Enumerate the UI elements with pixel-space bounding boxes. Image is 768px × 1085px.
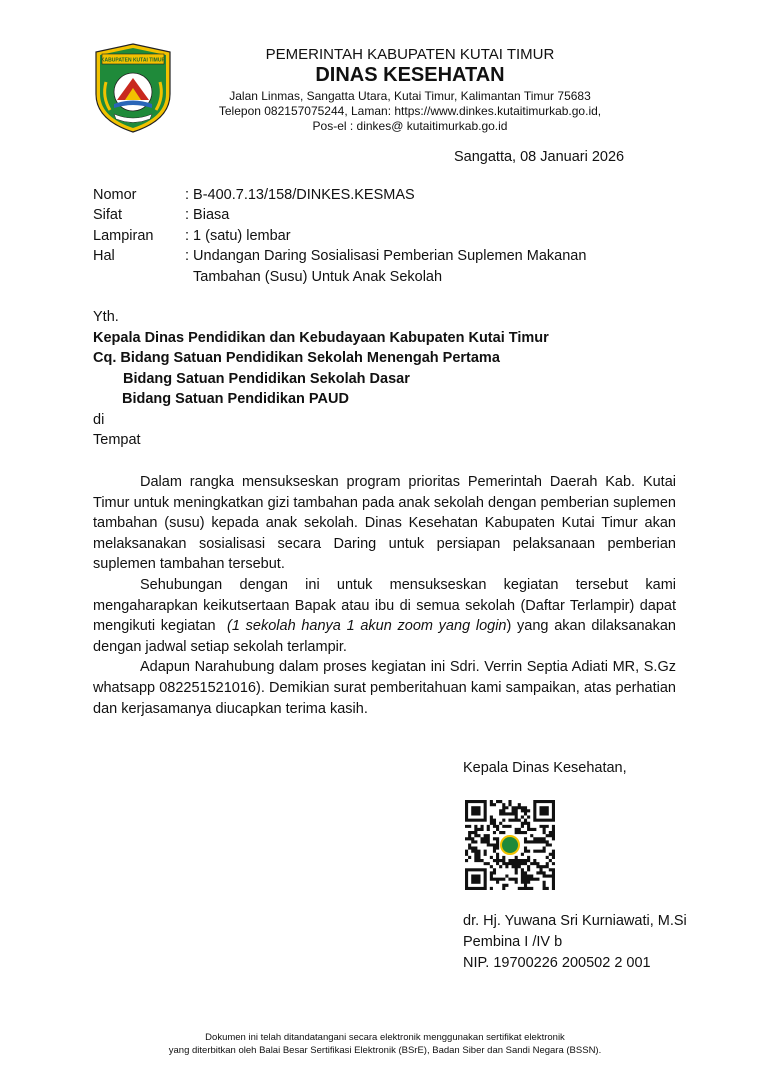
body-paragraph-3: Adapun Narahubung dalam proses kegiatan ini Sdri. Verrin Septia Adiati MR, S.Gz whatsapp 082251521016). Demikian surat pemberitahuan kami sampaikan, atas perhatian dan kerjasamanya diucapkan terima kasih. bbox=[93, 659, 676, 717]
logo-banner-text: KABUPATEN KUTAI TIMUR bbox=[100, 57, 166, 64]
recipient-line-4: Bidang Satuan Pendidikan PAUD bbox=[122, 391, 349, 407]
signature-nip: NIP. 19700226 200502 2 001 bbox=[463, 955, 651, 971]
body-paragraph-1: Dalam rangka mensukseskan program prioritas Pemerintah Daerah Kab. Kutai Timur untuk meningkatkan gizi tambahan pada anak sekolah dengan pemberian suplemen tambahan (susu) kepada anak sekolah. Dinas Kesehatan Kabupaten Kutai Timur akan melaksanakan sosialisasi secara Daring untuk persiapan pelaksanaan pemberian suplemen tambahan tersebut. bbox=[93, 474, 676, 573]
meta-nomor-label: Nomor bbox=[93, 187, 137, 203]
footer-line-1: Dokumen ini telah ditandatangani secara elektronik menggunakan sertifikat elektronik bbox=[205, 1032, 565, 1043]
recipient-line-1: Kepala Dinas Pendidikan dan Kebudayaan Kabupaten Kutai Timur bbox=[93, 330, 549, 346]
body-paragraph-2-italic: (1 sekolah hanya 1 akun zoom yang login bbox=[227, 618, 507, 635]
signature-title: Kepala Dinas Kesehatan, bbox=[463, 760, 627, 776]
recipient-line-3: Bidang Satuan Pendidikan Sekolah Dasar bbox=[123, 371, 410, 387]
body-paragraph-2-b: ) yang akan dilaksanakan dengan jadwal setiap sekolah terlampir. bbox=[93, 618, 676, 655]
recipient-line-2: Cq. Bidang Satuan Pendidikan Sekolah Menengah Pertama bbox=[93, 350, 500, 366]
recipient-di: di bbox=[93, 412, 105, 428]
meta-sifat-label: Sifat bbox=[93, 207, 123, 223]
meta-hal-label: Hal bbox=[93, 248, 115, 264]
meta-sifat-value: : Biasa bbox=[185, 207, 230, 223]
body-paragraph-2-a: Sehubungan dengan ini untuk mensukseskan kegiatan tersebut kami mengaharapkan keikutsertaan Bapak atau ibu di semua sekolah (Daftar Terlampir) dapat mengikuti kegiatan bbox=[93, 576, 676, 635]
meta-hal-value-cont: Tambahan (Susu) Untuk Anak Sekolah bbox=[193, 269, 443, 285]
letter-body bbox=[93, 472, 676, 719]
recipient-yth: Yth. bbox=[93, 309, 119, 325]
letterhead-office: DINAS KESEHATAN bbox=[315, 64, 505, 86]
signature-name: dr. Hj. Yuwana Sri Kurniawati, M.Si bbox=[463, 913, 687, 929]
letter-date: Sangatta, 08 Januari 2026 bbox=[454, 149, 625, 165]
meta-lampiran-label: Lampiran bbox=[93, 228, 154, 244]
signature-rank: Pembina I /IV b bbox=[463, 934, 563, 950]
meta-hal-value: : Undangan Daring Sosialisasi Pemberian Suplemen Makanan bbox=[185, 248, 587, 264]
body-paragraph-2 bbox=[93, 575, 676, 657]
letterhead-email: Pos-el : dinkes@ kutaitimurkab.go.id bbox=[312, 119, 508, 133]
meta-lampiran-value: : 1 (satu) lembar bbox=[185, 228, 291, 244]
qr-code bbox=[465, 800, 555, 890]
letterhead-contact: Telepon 082157075244, Laman: https://www.dinkes.kutaitimurkab.go.id, bbox=[218, 104, 602, 118]
recipient-tempat: Tempat bbox=[93, 432, 141, 448]
letterhead-address: Jalan Linmas, Sangatta Utara, Kutai Timur, Kalimantan Timur 75683 bbox=[229, 89, 591, 103]
meta-nomor-value: : B-400.7.13/158/DINKES.KESMAS bbox=[185, 187, 415, 203]
footer-line-2: yang diterbitkan oleh Balai Besar Sertifikasi Elektronik (BSrE), Badan Siber dan Sandi Negara (BSSN). bbox=[168, 1045, 602, 1056]
letterhead-government: PEMERINTAH KABUPATEN KUTAI TIMUR bbox=[265, 46, 555, 63]
regency-logo bbox=[92, 42, 174, 134]
